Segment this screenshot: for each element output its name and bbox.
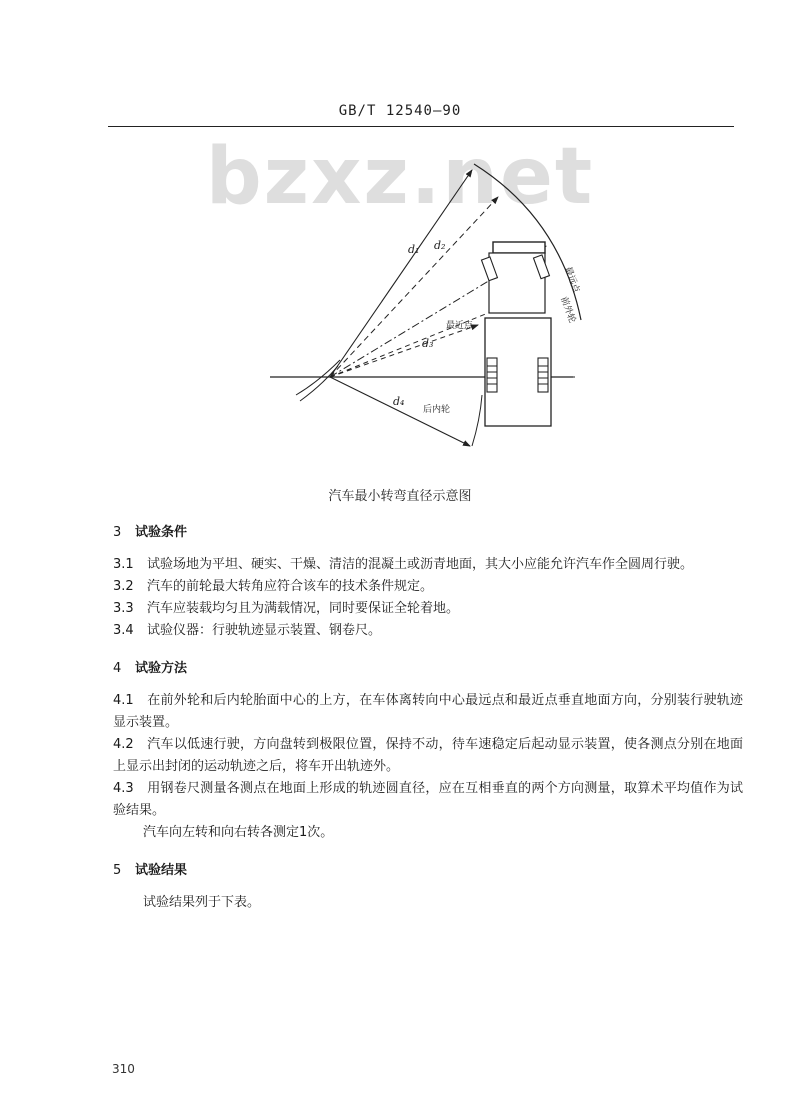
label-d4: d₄	[393, 395, 405, 408]
rear-left-wheel	[487, 358, 497, 392]
clause-3-1: 3.1 试验场地为平坦、硬实、干燥、清洁的混凝土或沥青地面，其大小应能允许汽车作全圆周行驶。	[113, 557, 694, 572]
center-curves	[296, 360, 340, 401]
clause-4-2: 4.2 汽车以低速行驶，方向盘转到极限位置，保持不动，待车速稳定后起动显示装置，使各测点分别在地面上显示出封闭的运动轨迹之后，将车开出轨迹外。	[113, 737, 743, 774]
clause-4-1: 4.1 在前外轮和后内轮胎面中心的上方，在车体离转向中心最远点和最近点垂直地面方向，分别装行驶轨迹显示装置。	[113, 693, 743, 730]
clause-3-4: 3.4 试验仪器：行驶轨迹显示装置、钢卷尺。	[113, 623, 382, 638]
standard-header: GB/T 12540—90	[338, 103, 462, 119]
label-d2: d₂	[434, 239, 446, 252]
d2-radius-line	[330, 197, 498, 377]
turning-diameter-diagram	[0, 0, 800, 480]
d1-radius-line	[330, 170, 472, 377]
watermark: bzxz.net	[205, 132, 595, 222]
front-bumper	[493, 242, 545, 253]
d3-radius-line	[330, 325, 478, 377]
label-farthest-point: 最远点	[562, 265, 581, 295]
section-4-heading: 4 试验方法	[113, 661, 188, 676]
label-d3: d₃	[422, 337, 434, 350]
clause-5-text: 试验结果列于下表。	[143, 895, 261, 910]
label-front-outer-wheel: 前外轮	[558, 295, 577, 325]
document-body	[113, 516, 743, 914]
label-rear-inner-wheel: 后内轮	[423, 405, 451, 415]
inner-trajectory-arc	[472, 395, 482, 446]
label-d1: d₁	[408, 243, 420, 256]
section-5-heading: 5 试验结果	[113, 863, 188, 878]
rear-right-wheel	[538, 358, 548, 392]
section-3-heading: 3 试验条件	[113, 525, 188, 540]
figure-caption: 汽车最小转弯直径示意图	[328, 489, 472, 504]
clause-3-2: 3.2 汽车的前轮最大转角应符合该车的技术条件规定。	[113, 579, 434, 594]
clause-4-3: 4.3 用钢卷尺测量各测点在地面上形成的轨迹圆直径，应在互相垂直的两个方向测量，取算术平均值作为试验结果。	[113, 781, 743, 818]
clause-3-3: 3.3 汽车应装载均匀且为满载情况，同时要保证全轮着地。	[113, 601, 460, 616]
clause-4-note: 汽车向左转和向右转各测定1次。	[143, 825, 334, 840]
page-number: 310	[112, 1062, 135, 1076]
label-nearest-point: 最近点	[446, 321, 474, 331]
